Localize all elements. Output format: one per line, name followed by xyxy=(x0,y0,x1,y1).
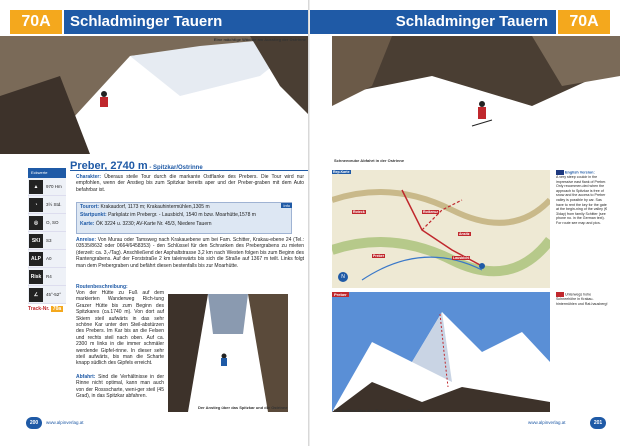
info-karte: Karte: ÖK 3224 u. 3230; AV-Karte Nr. 45/3, Niedere Tauern xyxy=(80,221,212,227)
top-right-photo-illustration xyxy=(332,36,620,162)
info-box xyxy=(76,202,292,234)
map-label-ansitz: Ansitz xyxy=(459,232,470,236)
anreise-paragraph: Anreise: Von Murau oder Tamsweg nach Krakauebene um bei Fam. Schitter, Krakau-ebene 24 (Tel.: 03535/8632 oder 0664/6458353) - den Schlüssel für den Schranken des Prebergrabens zu mieten (derzeit: ca. 3,-/Tag). Anschließend der Asphaltstrasse 3,2 km nach Westen folgen bis zum Beginn des Rantengrabens. Auf der Forststraße 2 km taleinwärts bis sich die Straße auf 1367 m teilt. Links folgt man dem Prebergraben und befährt diesen bestenfalls bis zur Moarhütte. xyxy=(76,237,305,269)
charakter-paragraph: Charakter: Überaus steile Tour durch die markante Ostflanke des Prebers. Die Tour wird nur empfohlen, wenn der Anstieg bis zum Spitzkar bereits aper und der Preber-graben mit dem Auto befahrbar ist. xyxy=(76,174,305,193)
bottom-right-caption: Der Anstieg über das Spitzkar und die Ostrinne xyxy=(334,408,424,412)
bottom-right-photo xyxy=(332,292,550,412)
route-paragraph-intro: Routenbeschreibung: xyxy=(76,284,128,290)
fact-elevation: ▲ 970 Hm xyxy=(28,178,66,196)
fact-risk: Risk R4 xyxy=(28,268,66,286)
info-tag: Info xyxy=(283,203,290,208)
photo-label-preber: Preber xyxy=(334,292,347,297)
map-label-lausbichl: Lausbichl xyxy=(453,256,470,260)
top-photo-illustration xyxy=(0,36,310,154)
abfahrt-paragraph: Abfahrt: Sind die Verhältnisse in der Rinne nicht optimal, kann man auch von der Rossscharte, weni-ger steil (45 Grad), in das Spitzkar abfahren. xyxy=(76,374,164,400)
alpine-icon: ALP xyxy=(29,252,43,266)
page-number-right: 201 xyxy=(590,417,606,429)
fact-time: ◔ 3½ Std. xyxy=(28,196,66,214)
footer-url-right: www.alpinverlag.at xyxy=(528,420,566,425)
map-label-rotkreuz: Rotkreuz xyxy=(423,210,438,214)
region-header: Schladminger Tauern xyxy=(64,10,310,34)
north-arrow-icon: N xyxy=(338,272,348,282)
info-startpunkt: Startpunkt: Parkplatz im Prebergr. - Lausbichl, 1540 m bzw. Moarhütte,1578 m xyxy=(80,212,256,218)
map-label-preber: Preber xyxy=(373,254,385,258)
bottom-photo-illustration xyxy=(168,294,288,412)
warning-note: Unterwegs hohe Schneehöhe in Krakau-hintermühlen und Rat-hausberg! xyxy=(556,292,608,306)
risk-icon: Risk xyxy=(29,270,43,284)
bottom-photo-caption: Der Anstieg über das Spitzkar und die Ostrinne xyxy=(198,405,288,410)
fact-ski: SKI S3 xyxy=(28,232,66,250)
right-page xyxy=(310,0,620,446)
english-text: A very steep couloir in the impressive east flank of Preber. Only recommen-ded when the approach to Spitzkar is free of snow and the access to Preber valley is possible by car. Sas have to rent the key for the gate at the begin-ning of the valley (€ 3/day) from family Schitter (see phone no. in the German text). For route see map and pics. xyxy=(556,175,608,226)
footer-url-left: www.alpinverlag.at xyxy=(46,420,84,425)
elevation-icon: ▲ xyxy=(29,180,43,194)
fact-slope: ∠ 45°-52° xyxy=(28,286,66,304)
info-tourort: Tourort: Krakaudorf, 1173 m; Krakauhintermühlen,1305 m xyxy=(80,204,210,210)
mid-caption: Schneegrube Abfahrt in der Ostrinne xyxy=(334,158,405,162)
english-head: English Version: xyxy=(556,170,608,175)
english-version-box xyxy=(556,170,608,226)
track-number: Track-Nr. 70a xyxy=(28,306,62,312)
page-number-left: 200 xyxy=(26,417,42,429)
tour-title-sub: - Spitzkar/Ostrinne xyxy=(147,165,203,171)
key-facts-sidebar xyxy=(28,168,66,312)
compass-icon: ◎ xyxy=(29,216,43,230)
top-right-photo xyxy=(332,36,620,162)
fact-alpine: ALP A0 xyxy=(28,250,66,268)
fact-aspect: ◎ O, SO xyxy=(28,214,66,232)
region-header-right: Schladminger Tauern xyxy=(310,10,556,34)
map-header: Rep.Karte xyxy=(333,170,350,174)
bottom-photo xyxy=(168,294,288,412)
route-paragraph: Von der Hütte zu Fuß auf dem markierten Wanderweg Rich-tung Grazer Hütte bis zum Beginn des Spitzkares (ca.1740 m). Von dort auf Skiern steil aufwärts in das sehr schöne Kar unter den Steil-abstürzen des Prebers. Im Kar bis an die Felsen und rechts steil nach oben. Auf ca. 2300 m links in die immer schmäler werdende Gipfel-rinne. In dieser sehr steil aufwärts, bis man die Scharte knapp südlich des Gipfels erreicht. xyxy=(76,290,164,367)
top-photo xyxy=(0,36,310,154)
top-photo-caption: Eine mächtige Wächte am Ausstieg der Ostrinne xyxy=(213,37,306,42)
route-map xyxy=(332,170,550,288)
route-map-illustration xyxy=(332,170,550,288)
tour-code-badge-right: 70A xyxy=(558,10,610,34)
map-label-roteck: Roteck xyxy=(353,210,365,214)
tour-code-badge: 70A xyxy=(10,10,62,34)
slope-icon: ∠ xyxy=(29,288,43,302)
sidebar-head: Eckwerte xyxy=(28,168,66,178)
ski-icon: SKI xyxy=(29,234,43,248)
tour-title xyxy=(70,156,310,171)
bottom-right-photo-illustration xyxy=(332,292,550,412)
tour-title-main: Preber, 2740 m xyxy=(70,160,148,172)
clock-icon: ◔ xyxy=(29,198,43,212)
